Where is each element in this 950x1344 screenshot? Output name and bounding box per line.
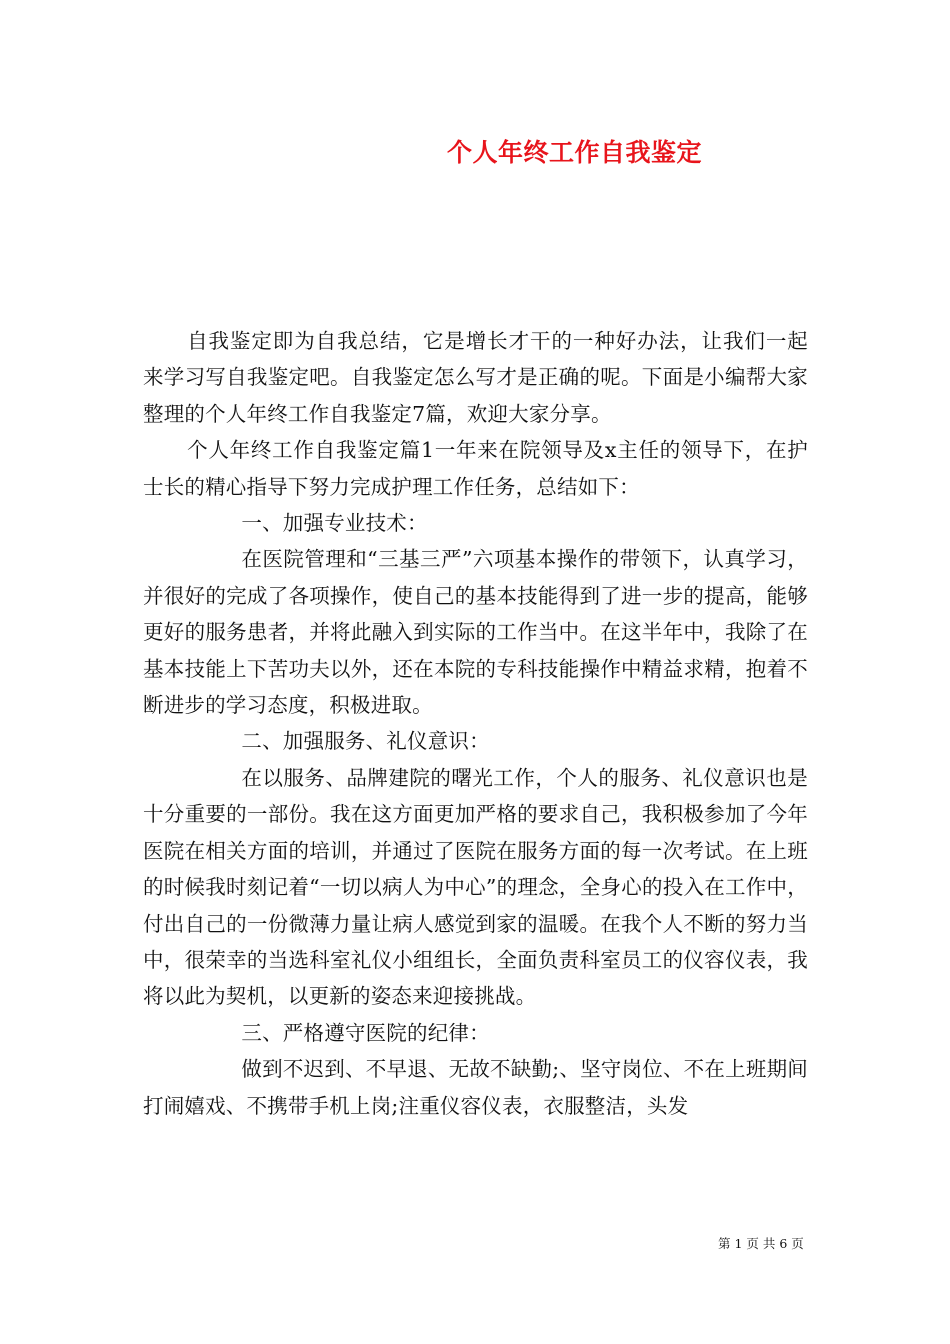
paragraph-part1-intro: 个人年终工作自我鉴定篇1一年来在院领导及x主任的领导下，在护士长的精心指导下努力完成护理工作任务，总结如下：	[143, 438, 808, 499]
document-body	[143, 323, 808, 1124]
section-heading-2: 二、加强服务、礼仪意识：	[241, 729, 490, 754]
section-paragraph-1: 在医院管理和“三基三严”六项基本操作的带领下，认真学习，并很好的完成了各项操作，使自己的基本技能得到了进一步的提高，能够更好的服务患者，并将此融入到实际的工作当中。在这半年中，我除了在基本技能上下苦功夫以外，还在本院的专科技能操作中精益求精，抱着不断进步的学习态度，积极进取。	[143, 547, 808, 718]
section-heading-1: 一、加强专业技术：	[241, 511, 428, 536]
intro-paragraph: 自我鉴定即为自我总结，它是增长才干的一种好办法，让我们一起来学习写自我鉴定吧。自我鉴定怎么写才是正确的呢。下面是小编帮大家整理的个人年终工作自我鉴定7篇，欢迎大家分享。	[143, 329, 808, 426]
document-title: 个人年终工作自我鉴定	[447, 138, 703, 167]
section-paragraph-2: 在以服务、品牌建院的曙光工作，个人的服务、礼仪意识也是十分重要的一部份。我在这方面更加严格的要求自己，我积极参加了今年医院在相关方面的培训，并通过了医院在服务方面的每一次考试。在上班的时候我时刻记着“一切以病人为中心”的理念，全身心的投入在工作中，付出自己的一份微薄力量让病人感觉到家的温暖。在我个人不断的努力当中，很荣幸的当选科室礼仪小组组长，全面负责科室员工的仪容仪表，我将以此为契机，以更新的姿态来迎接挑战。	[143, 765, 808, 1009]
section-heading-3: 三、严格遵守医院的纪律：	[241, 1020, 490, 1045]
section-paragraph-3: 做到不迟到、不早退、无故不缺勤;、坚守岗位、不在上班期间打闹嬉戏、不携带手机上岗;注重仪容仪表，衣服整洁，头发	[143, 1057, 808, 1118]
page-number-footer: 第 1 页 共 6 页	[718, 1236, 804, 1251]
